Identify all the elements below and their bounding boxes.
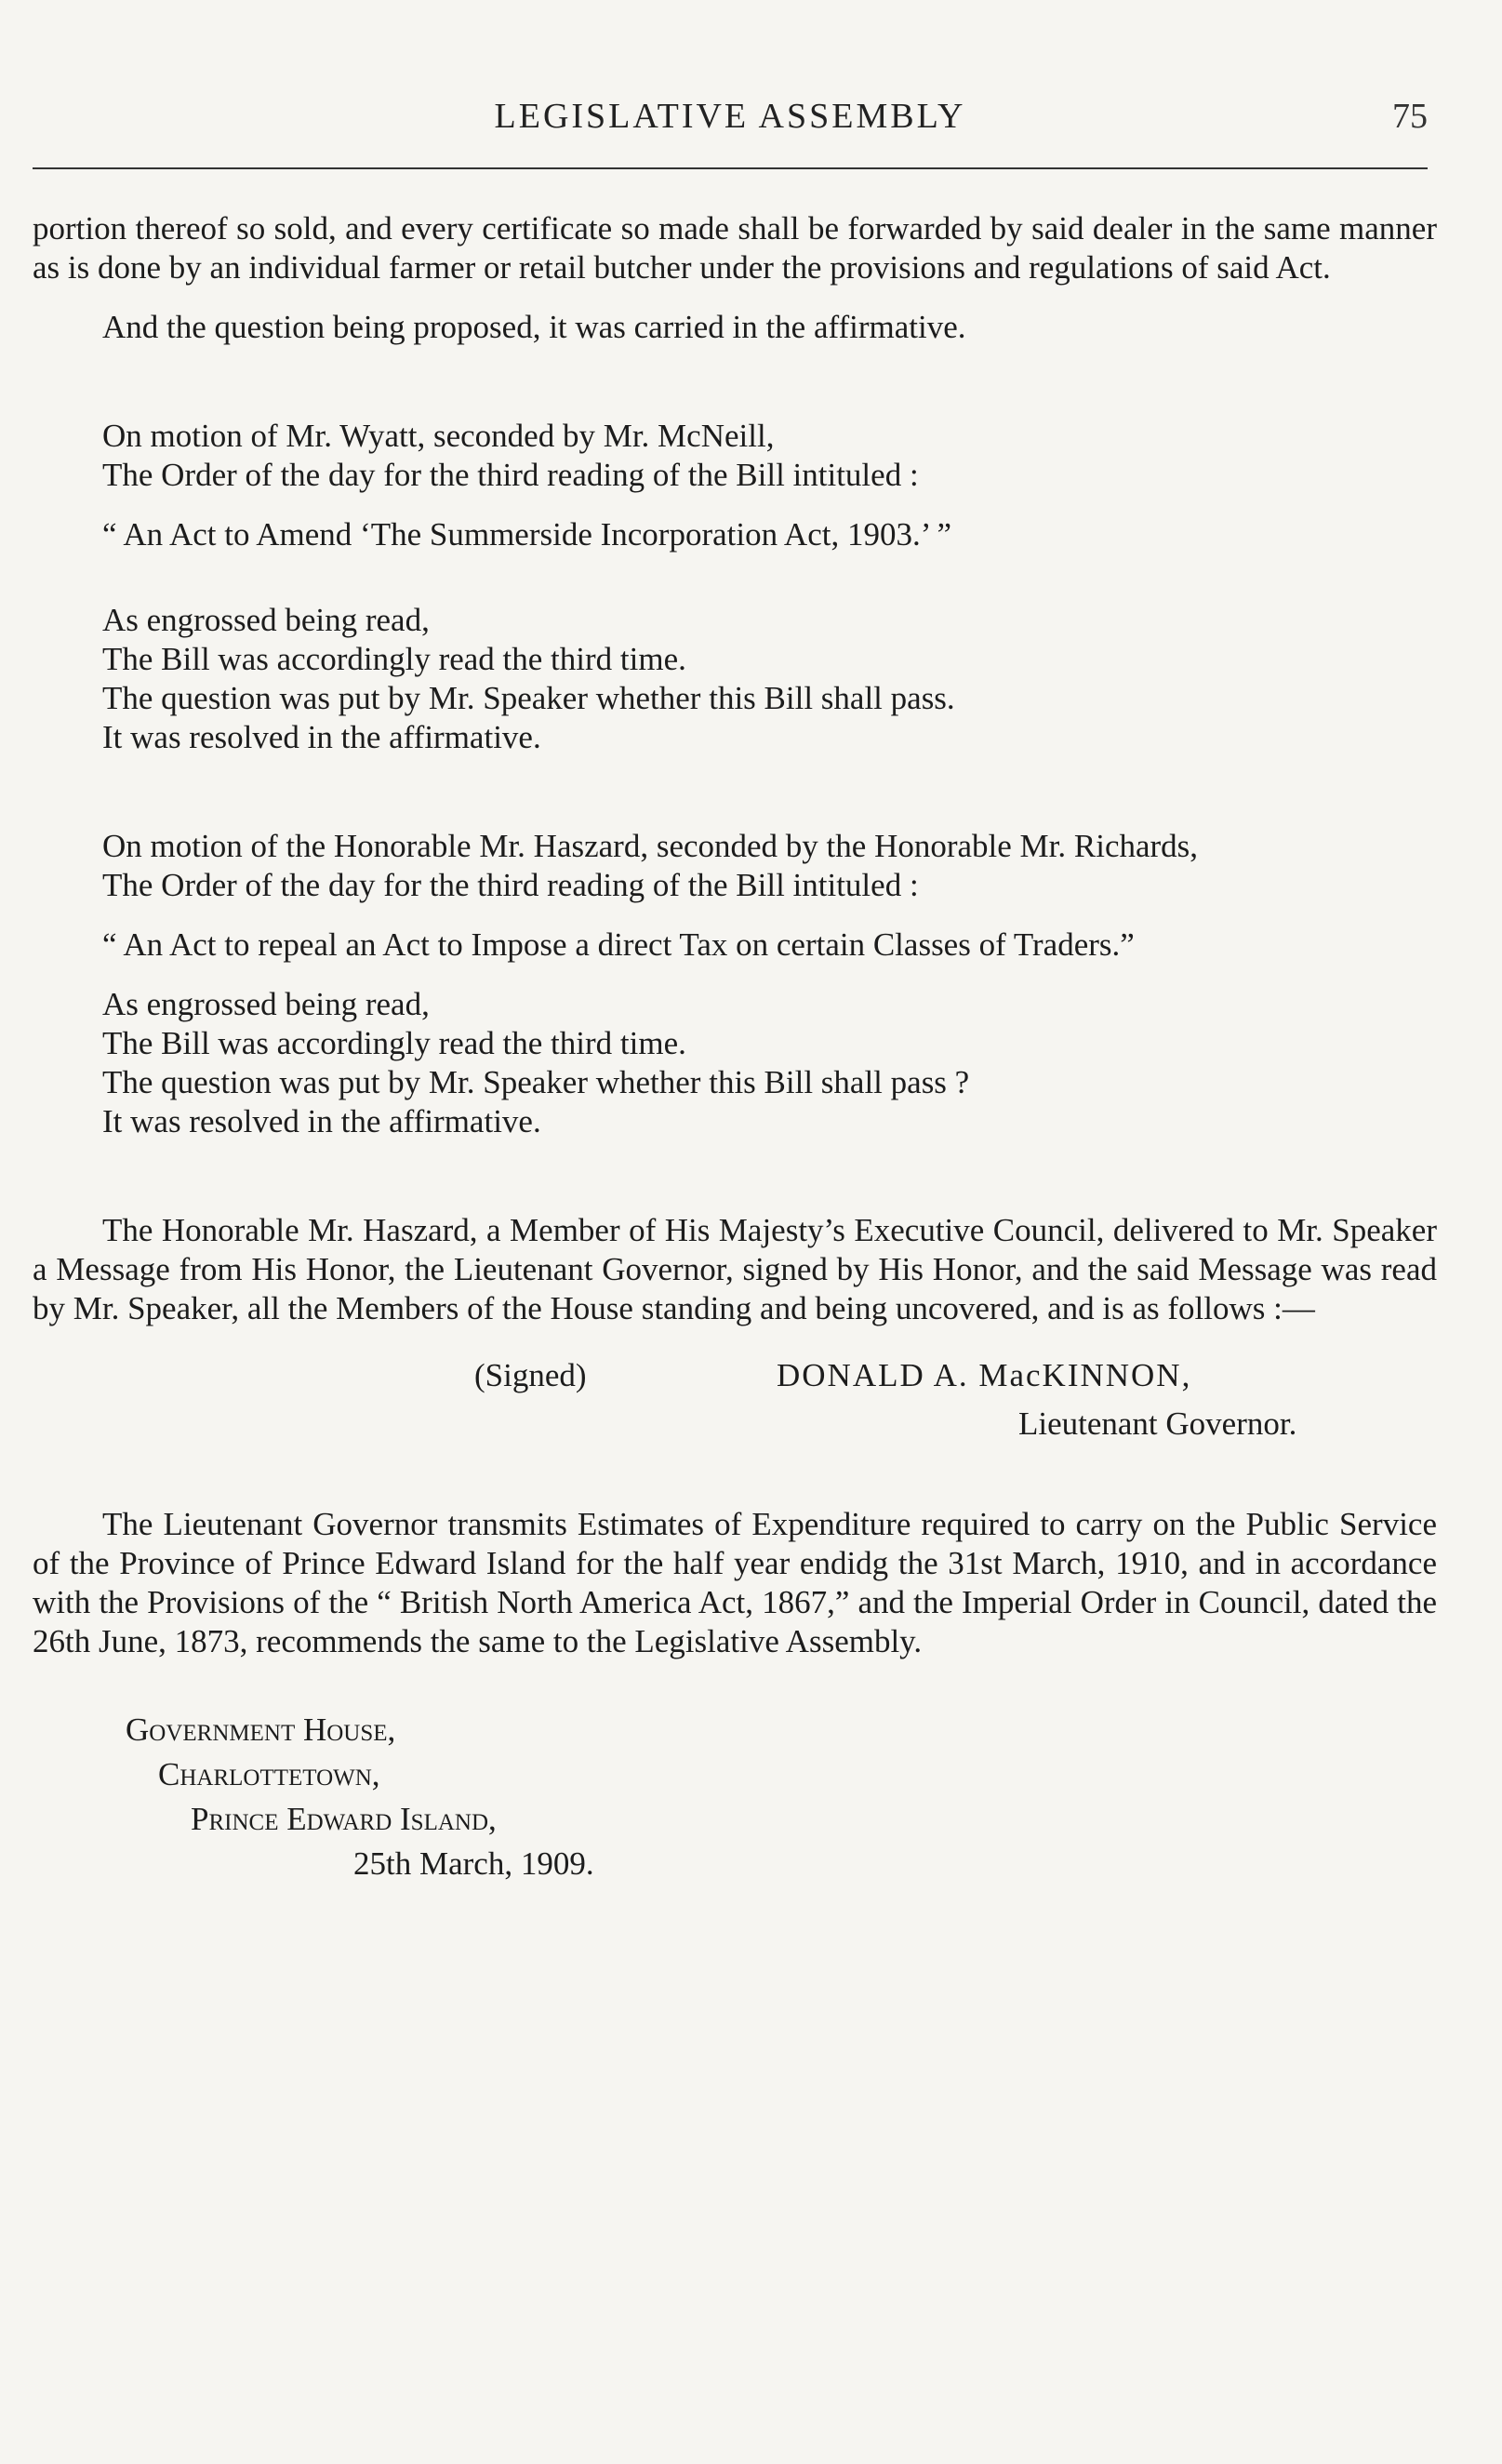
motion-line: On motion of Mr. Wyatt, seconded by Mr. McNeill,: [102, 418, 775, 454]
reading-line: The question was put by Mr. Speaker whether this Bill shall pass.: [102, 680, 955, 716]
reading-line: The Bill was accordingly read the third time.: [102, 1025, 686, 1061]
bill-title: “ An Act to repeal an Act to Impose a direct Tax on certain Classes of Traders.”: [102, 926, 1135, 963]
message-intro: The Honorable Mr. Haszard, a Member of His Majesty’s Executive Council, delivered to Mr. Speaker a Message from His Honor, the Lieutenant Governor, signed by His Honor, and the said Message was read by Mr. Speaker, all the Members of the House standing and being uncovered, and is as follows :—: [33, 1212, 1437, 1326]
body-text: [33, 209, 1437, 1886]
signer-name: DONALD A. MacKINNON,: [777, 1357, 1192, 1393]
signed-label: (Signed): [474, 1357, 587, 1393]
page-number: 75: [1392, 97, 1428, 136]
motion-wyatt: [33, 417, 1437, 757]
reading-line: The question was put by Mr. Speaker whether this Bill shall pass ?: [102, 1064, 970, 1100]
address-line: Prince Edward Island,: [191, 1801, 497, 1837]
continuation-paragraph: portion thereof so sold, and every certificate so made shall be forwarded by said dealer in the same manner as is done by an individual farmer or retail butcher under the provisions and regulations of said Act.: [33, 210, 1437, 286]
bill-title: “ An Act to Amend ‘The Summerside Incorporation Act, 1903.’ ”: [102, 516, 952, 553]
question-carried-paragraph: And the question being proposed, it was carried in the affirmative.: [102, 309, 966, 345]
motion-intro: On motion of the Honorable Mr. Haszard, seconded by the Honorable Mr. Richards,: [102, 828, 1199, 864]
address-date: 25th March, 1909.: [353, 1845, 594, 1882]
signer-title: Lieutenant Governor.: [1018, 1405, 1297, 1442]
message-body: The Lieutenant Governor transmits Estimates of Expenditure required to carry on the Public Service of the Province of Prince Edward Island for the half year endidg the 31st March, 1910, and in accordance with the Provisions of the “ British North America Act, 1867,” and the Imperial Order in Council, dated the 26th June, 1873, recommends the same to the Legislative Assembly.: [33, 1506, 1437, 1659]
signature-block: [33, 1356, 1437, 1458]
reading-line: It was resolved in the affirmative.: [102, 1103, 541, 1139]
order-line: The Order of the day for the third reading of the Bill intituled :: [102, 867, 919, 903]
address-line: Government House,: [126, 1711, 396, 1748]
reading-line: As engrossed being read,: [102, 602, 430, 638]
message-section: [33, 1211, 1437, 1886]
running-title: LEGISLATIVE ASSEMBLY: [494, 97, 966, 136]
order-line: The Order of the day for the third reading of the Bill intituled :: [102, 457, 919, 493]
address-line: Charlottetown,: [158, 1756, 380, 1792]
page-header: [33, 88, 1428, 144]
motion-haszard: [33, 827, 1437, 1141]
reading-line: As engrossed being read,: [102, 986, 430, 1022]
reading-line: It was resolved in the affirmative.: [102, 719, 541, 755]
reading-line: The Bill was accordingly read the third time.: [102, 641, 686, 677]
header-rule: [33, 167, 1428, 169]
